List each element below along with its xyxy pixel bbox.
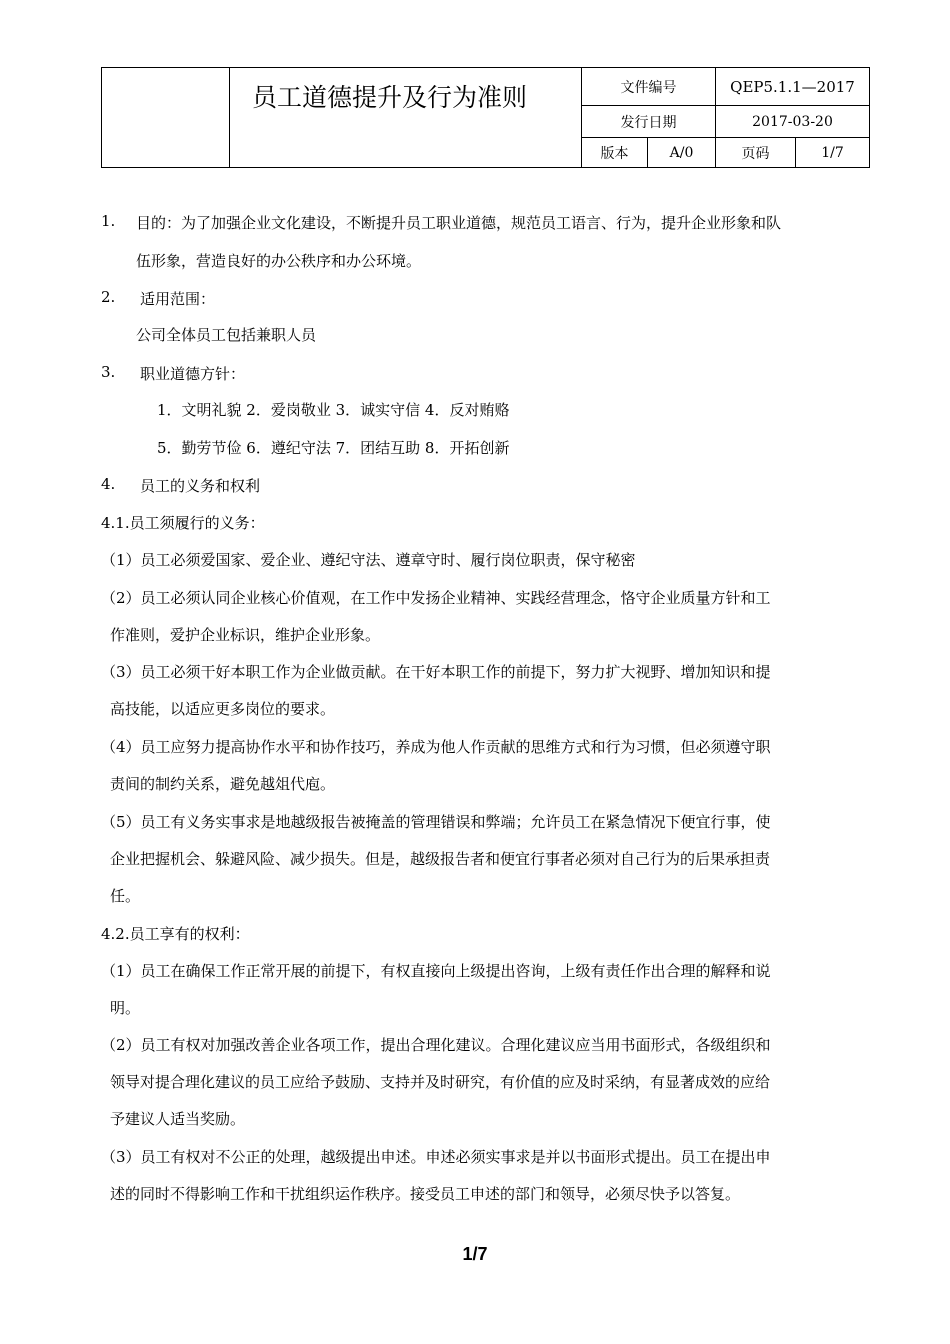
duty-item-3-line-2: 高技能，以适应更多岗位的要求。 xyxy=(110,700,336,718)
section-3-principles-line-2: 5．勤劳节俭 6．遵纪守法 7．团结互助 8．开拓创新 xyxy=(157,439,510,457)
duty-item-5-line-3: 任。 xyxy=(110,887,141,905)
document-header-table xyxy=(101,67,870,168)
section-4-2-title: 4.2.员工享有的权利： xyxy=(101,925,250,943)
version-label: 版本 xyxy=(582,138,648,168)
section-3-number: 3. xyxy=(101,363,116,381)
right-item-3-line-1: （3）员工有权对不公正的处理，越级提出申述。申述必须实事求是并以书面形式提出。员工在提出申 xyxy=(101,1148,771,1166)
section-2-number: 2. xyxy=(101,288,116,306)
section-1-line-1: 目的：为了加强企业文化建设，不断提升员工职业道德，规范员工语言、行为，提升企业形象和队 xyxy=(136,214,782,232)
duty-item-1: （1）员工必须爱国家、爱企业、遵纪守法、遵章守时、履行岗位职责，保守秘密 xyxy=(101,551,636,569)
section-1-number: 1. xyxy=(101,212,116,230)
duty-item-4-line-2: 责间的制约关系，避免越俎代庖。 xyxy=(110,775,336,793)
section-4-title: 员工的义务和权利 xyxy=(140,477,261,495)
right-item-1-line-1: （1）员工在确保工作正常开展的前提下，有权直接向上级提出咨询，上级有责任作出合理的解释和说 xyxy=(101,962,771,980)
page-label: 页码 xyxy=(716,138,796,168)
section-2-title: 适用范围： xyxy=(140,290,216,308)
duty-item-5-line-1: （5）员工有义务实事求是地越级报告被掩盖的管理错误和弊端；允许员工在紧急情况下便宜行事，使 xyxy=(101,813,771,831)
section-4-1-title: 4.1.员工须履行的义务： xyxy=(101,514,265,532)
doc-number-value: QEP5.1.1—2017 xyxy=(716,68,870,106)
duty-item-2-line-1: （2）员工必须认同企业核心价值观，在工作中发扬企业精神、实践经营理念，恪守企业质量方针和工 xyxy=(101,589,771,607)
page-value: 1/7 xyxy=(796,138,870,168)
duty-item-5-line-2: 企业把握机会、躲避风险、减少损失。但是，越级报告者和便宜行事者必须对自己行为的后果承担责 xyxy=(110,850,771,868)
section-2-body: 公司全体员工包括兼职人员 xyxy=(136,326,317,344)
section-4-number: 4. xyxy=(101,475,116,493)
right-item-3-line-2: 述的同时不得影响工作和干扰组织运作秩序。接受员工申述的部门和领导，必须尽快予以答复。 xyxy=(110,1185,741,1203)
issue-date-label: 发行日期 xyxy=(582,106,716,138)
duty-item-4-line-1: （4）员工应努力提高协作水平和协作技巧，养成为他人作贡献的思维方式和行为习惯，但必须遵守职 xyxy=(101,738,771,756)
duty-item-3-line-1: （3）员工必须干好本职工作为企业做贡献。在干好本职工作的前提下，努力扩大视野、增加知识和提 xyxy=(101,663,771,681)
section-3-principles-line-1: 1．文明礼貌 2．爱岗敬业 3．诚实守信 4．反对贿赂 xyxy=(157,401,510,419)
document-title: 员⼯道德提升及行为准则 xyxy=(230,68,582,168)
right-item-1-line-2: 明。 xyxy=(110,999,141,1017)
section-3-title: 职业道德方针： xyxy=(140,365,246,383)
duty-item-2-line-2: 作准则，爱护企业标识，维护企业形象。 xyxy=(110,626,381,644)
right-item-2-line-3: 予建议人适当奖励。 xyxy=(110,1110,246,1128)
right-item-2-line-2: 领导对提合理化建议的员工应给予鼓励、支持并及时研究，有价值的应及时采纳，有显著成效的应给 xyxy=(110,1073,771,1091)
version-value: A/0 xyxy=(648,138,716,168)
right-item-2-line-1: （2）员工有权对加强改善企业各项工作，提出合理化建议。合理化建议应当用书面形式，各级组织和 xyxy=(101,1036,771,1054)
logo-cell xyxy=(102,68,230,168)
doc-number-label: 文件编号 xyxy=(582,68,716,106)
issue-date-value: 2017-03-20 xyxy=(716,106,870,138)
page-number-footer: 1/7 xyxy=(462,1244,488,1264)
section-1-line-2: 伍形象，营造良好的办公秩序和办公环境。 xyxy=(136,252,422,270)
